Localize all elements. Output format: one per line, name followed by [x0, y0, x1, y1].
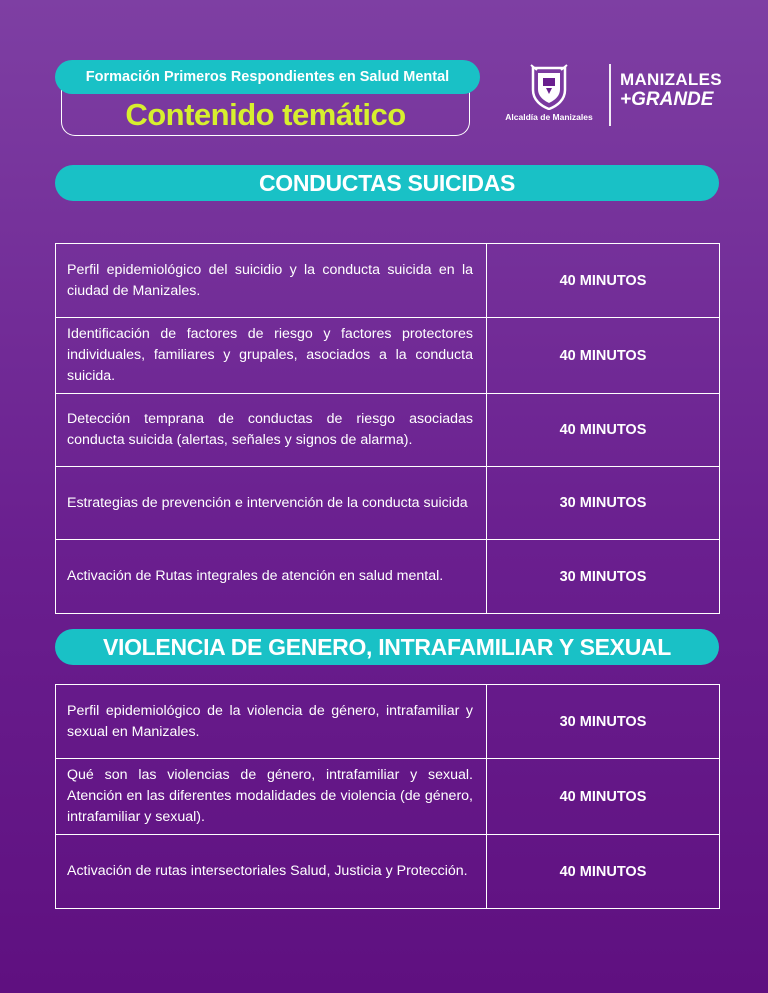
table-row: [56, 244, 720, 318]
table-row: [56, 540, 720, 614]
duration-cell: 40 MINUTOS: [487, 759, 720, 835]
table-row: [56, 759, 720, 835]
alcaldia-logo: [497, 64, 601, 126]
table-row: [56, 685, 720, 759]
table-row: [56, 467, 720, 540]
topic-cell: Qué son las violencias de género, intrafamiliar y sexual. Atención en las diferentes modalidades de violencia (de género, intrafamiliar y sexual).: [56, 759, 487, 835]
table-row: [56, 318, 720, 394]
table-row: [56, 835, 720, 909]
topic-cell: Estrategias de prevención e intervención de la conducta suicida: [56, 467, 487, 540]
topic-cell: Perfil epidemiológico de la violencia de género, intrafamiliar y sexual en Manizales.: [56, 685, 487, 759]
logo-divider: [609, 64, 611, 126]
duration-cell: 30 MINUTOS: [487, 540, 720, 614]
course-subtitle: Formación Primeros Respondientes en Salud Mental: [55, 60, 480, 94]
topic-cell: Activación de Rutas integrales de atención en salud mental.: [56, 540, 487, 614]
duration-cell: 40 MINUTOS: [487, 318, 720, 394]
topic-cell: Activación de rutas intersectoriales Salud, Justicia y Protección.: [56, 835, 487, 909]
topic-cell: Perfil epidemiológico del suicidio y la conducta suicida en la ciudad de Manizales.: [56, 244, 487, 318]
page-title: Contenido temático: [125, 97, 406, 132]
topic-cell: Detección temprana de conductas de riesgo asociadas conducta suicida (alertas, señales y signos de alarma).: [56, 394, 487, 467]
manizales-grande-logo: [620, 70, 720, 110]
duration-cell: 40 MINUTOS: [487, 244, 720, 318]
topics-table-conductas-suicidas: [55, 243, 720, 614]
brand-line-2: +GRANDE: [620, 89, 714, 110]
brand-line-1: MANIZALES: [620, 70, 722, 89]
table-row: [56, 394, 720, 467]
duration-cell: 30 MINUTOS: [487, 467, 720, 540]
section-title-violencia: VIOLENCIA DE GENERO, INTRAFAMILIAR Y SEXUAL: [55, 629, 719, 665]
section-title-conductas-suicidas: CONDUCTAS SUICIDAS: [55, 165, 719, 201]
duration-cell: 40 MINUTOS: [487, 394, 720, 467]
alcaldia-caption: Alcaldía de Manizales: [505, 112, 593, 122]
alcaldia-shield-icon: [529, 64, 569, 110]
topics-table-violencia: [55, 684, 720, 909]
topic-cell: Identificación de factores de riesgo y factores protectores individuales, familiares y grupales, asociados a la conducta suicida.: [56, 318, 487, 394]
duration-cell: 40 MINUTOS: [487, 835, 720, 909]
duration-cell: 30 MINUTOS: [487, 685, 720, 759]
